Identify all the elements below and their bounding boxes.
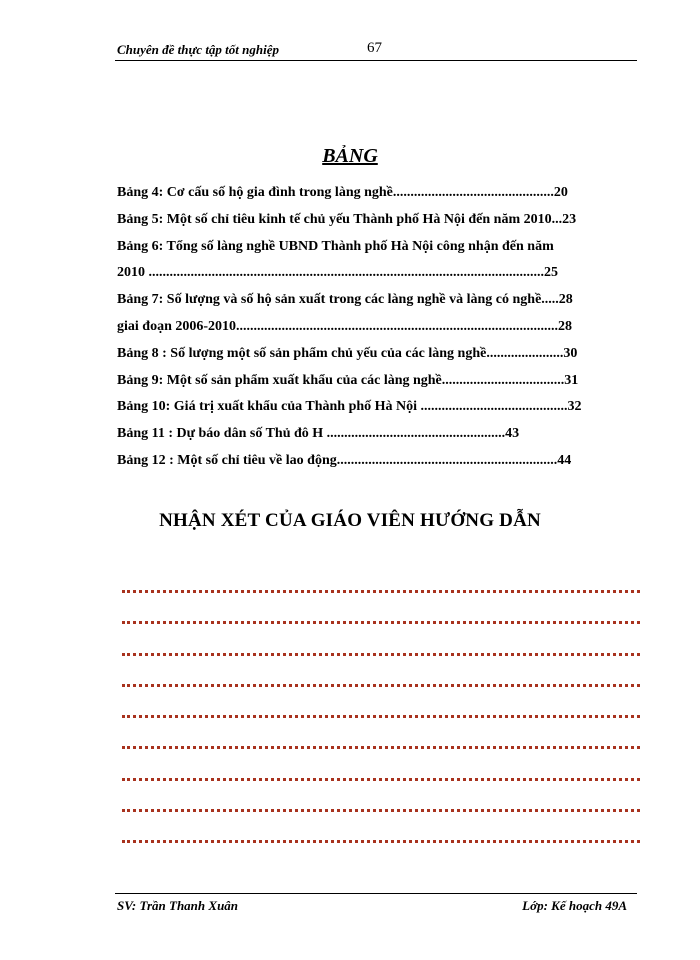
toc-entry[interactable]: Bảng 7: Số lượng và số hộ sản xuất trong các làng nghề và làng có nghề.....28 bbox=[117, 292, 573, 308]
tables-heading: BẢNG bbox=[322, 145, 378, 167]
supervisor-review-heading: NHẬN XÉT CỦA GIÁO VIÊN HƯỚNG DẪN bbox=[159, 510, 541, 531]
dotted-line bbox=[122, 684, 640, 715]
toc-entry[interactable]: Bảng 9: Một số sản phẩm xuất khẩu của các làng nghề...................................31 bbox=[117, 372, 579, 388]
dotted-line bbox=[122, 590, 640, 621]
toc-entry[interactable]: Bảng 5: Một số chỉ tiêu kinh tế chủ yếu Thành phố Hà Nội đến năm 2010...23 bbox=[117, 211, 577, 227]
dotted-line bbox=[122, 809, 640, 840]
dotted-line bbox=[122, 840, 640, 871]
table-of-contents bbox=[117, 180, 637, 475]
footer-student: SV: Trần Thanh Xuân bbox=[117, 898, 239, 913]
header-title: Chuyên đề thực tập tốt nghiệp bbox=[117, 42, 279, 57]
page-number: 67 bbox=[367, 40, 382, 56]
page-header bbox=[115, 40, 637, 61]
dotted-line bbox=[122, 653, 640, 684]
dotted-line bbox=[122, 746, 640, 777]
review-writing-lines bbox=[122, 590, 640, 872]
toc-entry[interactable]: Bảng 11 : Dự báo dân số Thủ đô H ...................................................43 bbox=[117, 426, 520, 442]
dotted-line bbox=[122, 621, 640, 652]
toc-entry[interactable]: 2010 .................................................................................................................25 bbox=[117, 265, 558, 281]
footer-class: Lớp: Kế hoạch 49A bbox=[522, 898, 627, 913]
toc-entry[interactable]: Bảng 6: Tổng số làng nghề UBND Thành phố Hà Nội công nhận đến năm bbox=[117, 238, 554, 254]
toc-entry[interactable]: Bảng 8 : Số lượng một số sản phẩm chủ yếu của các làng nghề......................30 bbox=[117, 345, 578, 361]
dotted-line bbox=[122, 778, 640, 809]
toc-entry[interactable]: giai đoạn 2006-2010............................................................................................28 bbox=[117, 318, 573, 334]
toc-entry[interactable]: Bảng 12 : Một số chỉ tiêu về lao động...............................................................44 bbox=[117, 452, 572, 468]
page-footer bbox=[115, 893, 637, 916]
toc-entry[interactable]: Bảng 4: Cơ cấu số hộ gia đình trong làng nghề..............................................20 bbox=[117, 185, 568, 200]
dotted-line bbox=[122, 715, 640, 746]
toc-entry[interactable]: Bảng 10: Giá trị xuất khẩu của Thành phố Hà Nội ..........................................32 bbox=[117, 399, 582, 415]
